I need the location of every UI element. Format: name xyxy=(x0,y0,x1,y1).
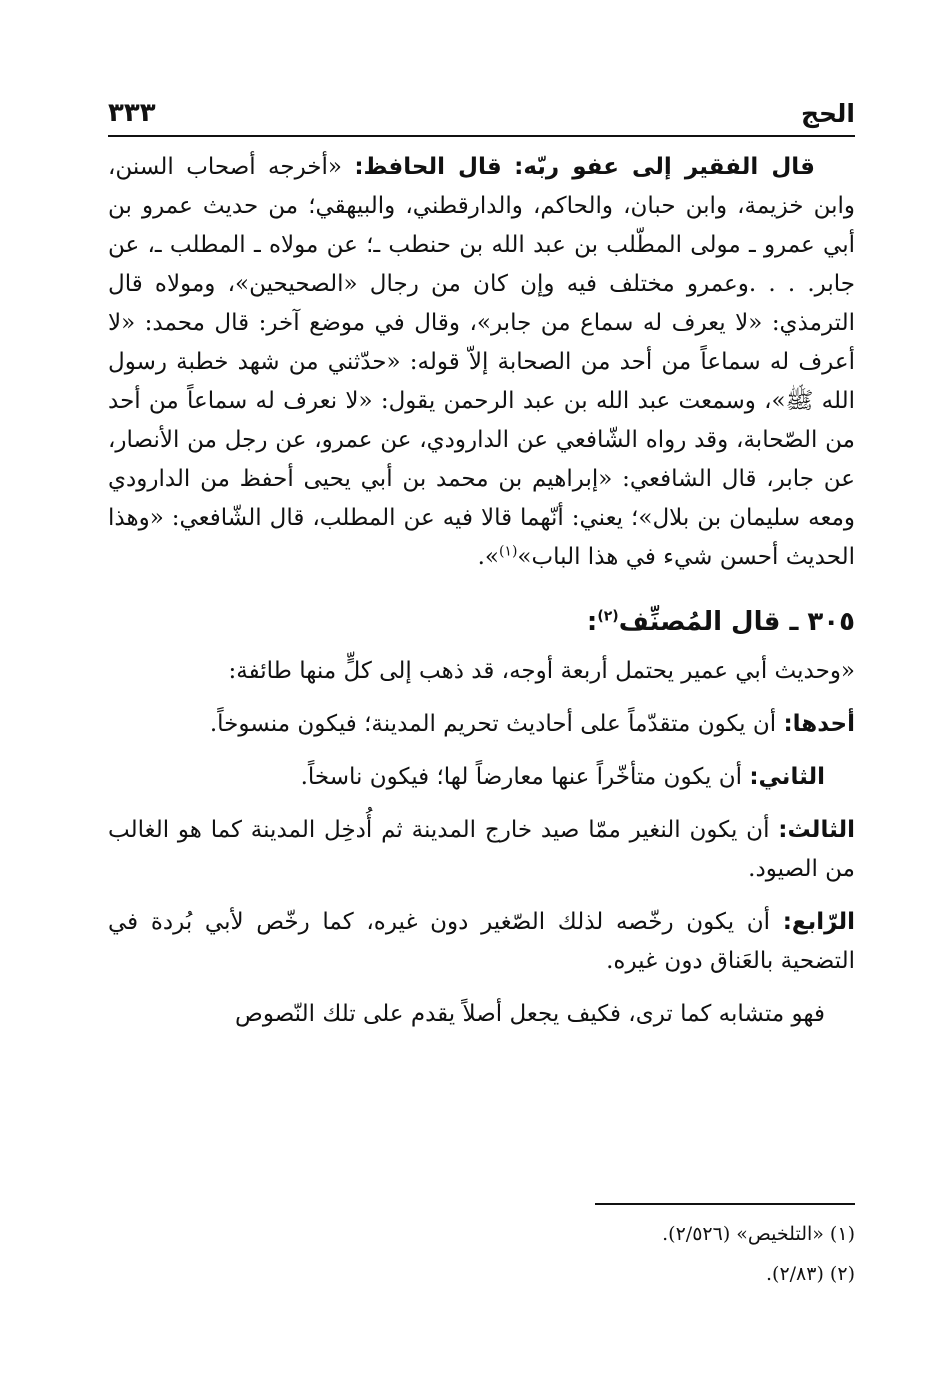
footnote-1: (١) «التلخيص» (٢/٥٢٦). xyxy=(662,1223,855,1245)
paragraph-conclusion: فهو متشابه كما ترى، فكيف يجعل أصلاً يقدم على تلك النّصوص xyxy=(235,1001,825,1027)
fourth-text: أن يكون رخّصه لذلك الصّغير دون غيره، كما رخّص لأبي بُردة في التضحية بالعَناق دون غيره. xyxy=(108,909,855,974)
second-label: الثاني: xyxy=(749,764,825,790)
footnote-ref-1[interactable]: (١) xyxy=(498,543,518,560)
header-rule xyxy=(108,135,855,137)
footnotes xyxy=(108,1214,855,1294)
paragraph-fourth xyxy=(108,903,855,981)
paragraph-first xyxy=(108,705,855,744)
third-label: الثالث: xyxy=(778,817,855,843)
first-text: أن يكون متقدّماً على أحاديث تحريم المدينة؛ فيكون منسوخاً. xyxy=(209,711,784,737)
main-text xyxy=(108,148,855,1034)
hafiz-quote-text: «أخرجه أصحاب السنن، وابن خزيمة، وابن حبان، والحاكم، والدارقطني، والبيهقي؛ من حديث عمرو بن أبي عمرو ـ مولى المطّلب بن عبد الله بن حنطب ـ؛ عن مولاه ـ المطلب ـ، عن جابر. . . .وعمرو مختلف فيه وإن كان من رجال «الصحيحين»، ومولاه قال الترمذي: «لا يعرف له سماع من جابر»، وقال في موضع آخر: قال محمد: «لا أعرف له سماعاً من أحد من الصحابة إلاّ قوله: «حدّثني من شهد خطبة رسول الله ﷺ»، وسمعت عبد الله بن عبد الرحمن يقول: «لا نعرف له سماعاً من أحد من الصّحابة، وقد رواه الشّافعي عن الدارودي، عن عمرو، عن رجل من الأنصار، عن جابر، قال الشافعي: «إبراهيم بن محمد بن أبي يحيى أحفظ من الدارودي ومعه سليمان بن بلال»؛ يعني: أنّهما قالا فيه عن المطلب، قال الشّافعي: «وهذا الحديث أحسن شيء في هذا الباب» xyxy=(108,154,855,570)
quote-close: ». xyxy=(477,544,499,570)
second-text: أن يكون متأخّراً عنها معارضاً لها؛ فيكون ناسخاً. xyxy=(300,764,750,790)
paragraph-intro: «وحديث أبي عمير يحتمل أربعة أوجه، قد ذهب إلى كلٍّ منها طائفة: xyxy=(228,658,855,684)
third-text: أن يكون النغير ممّا صيد خارج المدينة ثم أُدخِل المدينة كما هو الغالب من الصيود. xyxy=(108,817,855,882)
footnote-2: (٢) (٢/٨٣). xyxy=(766,1263,855,1285)
page-header xyxy=(108,88,855,128)
footnote-ref-2[interactable]: (٢) xyxy=(597,608,619,625)
paragraph-hafiz-quote xyxy=(108,148,855,577)
section-heading-text: ٣٠٥ ـ قال المُصنِّف xyxy=(618,607,855,637)
paragraph-second xyxy=(108,758,855,797)
paragraph-third xyxy=(108,811,855,889)
fourth-label: الرّابع: xyxy=(782,909,855,935)
footnote-rule xyxy=(595,1203,855,1205)
section-heading xyxy=(108,603,855,642)
first-label: أحدها: xyxy=(783,711,855,737)
hafiz-label: قال الحافظ: xyxy=(354,154,502,180)
page-number: ٣٣٣ xyxy=(108,98,156,128)
author-lead: قال الفقير إلى عفو ربّه: xyxy=(514,154,815,180)
heading-colon: : xyxy=(586,607,598,637)
chapter-title: الحج xyxy=(801,99,855,128)
